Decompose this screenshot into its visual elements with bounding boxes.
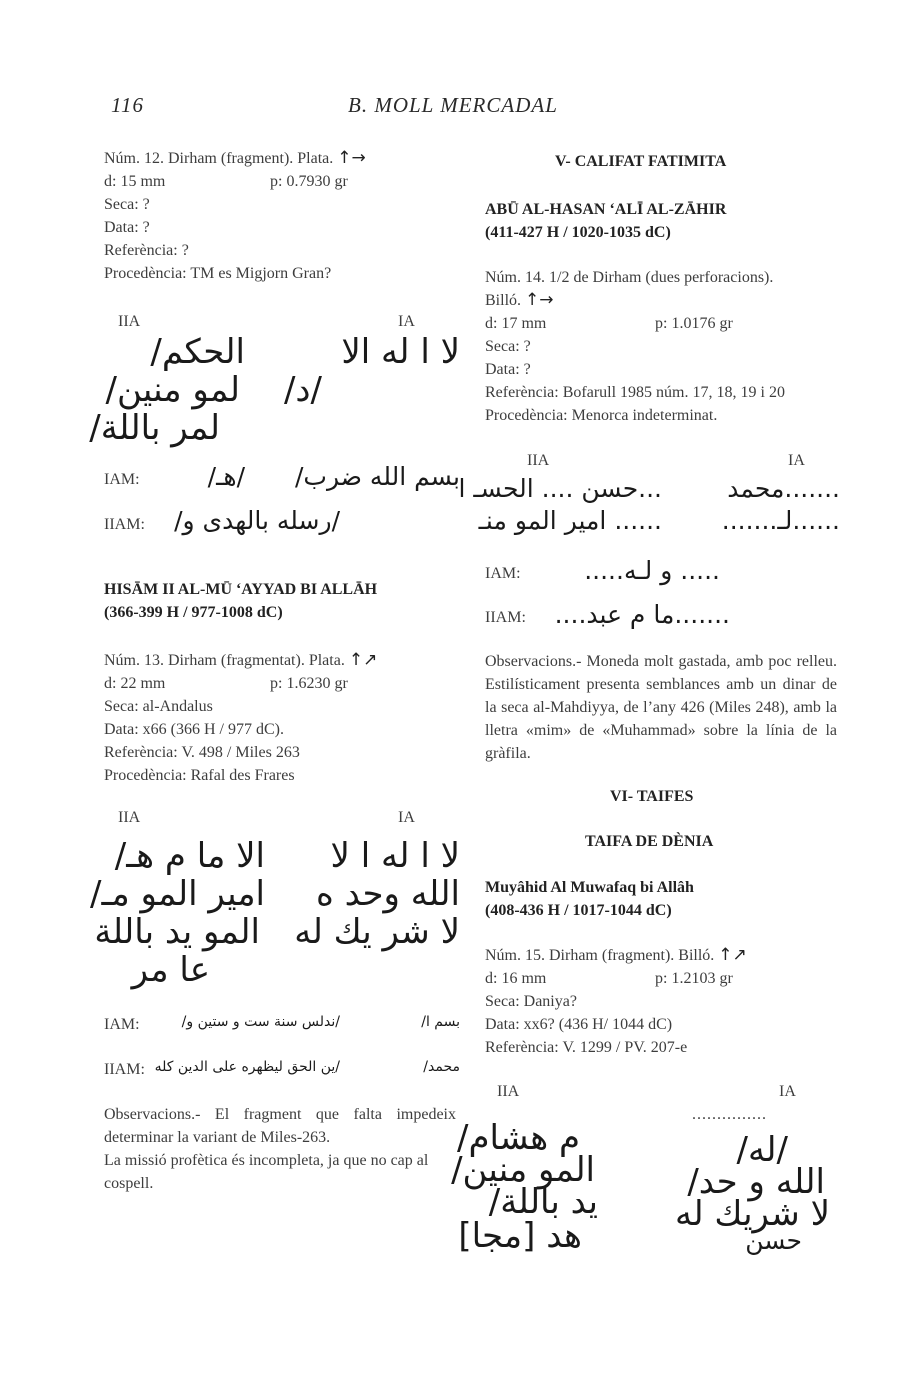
margin-reverse-label: IIAM: [485, 609, 526, 626]
arabic-legend-line: هد [مجا] [458, 1216, 582, 1256]
coin-15-weight: p: 1.2103 gr [655, 970, 733, 987]
reverse-field-label: IA [779, 1083, 796, 1100]
arabic-legend-line: ...... امير المو منـ [478, 506, 662, 535]
coin-12-number [104, 147, 366, 170]
section-heading-taifas: VI- TAIFES [610, 788, 694, 805]
arabic-legend-line: عا مر [131, 950, 210, 990]
coin-12-provenance: Procedència: TM es Migjorn Gran? [104, 265, 332, 282]
arabic-legend-line: الحكم/ [150, 332, 245, 372]
die-axis-arrow-icon: ↑→ [337, 148, 366, 168]
coin-12-mint: Seca: ? [104, 196, 150, 213]
section-heading-fatimid: V- CALIFAT FATIMITA [555, 153, 727, 170]
running-title: B. MOLL MERCADAL [348, 93, 558, 117]
ruler-dates: (411-427 H / 1020-1035 dC) [485, 224, 671, 241]
margin-obverse-label: IAM: [104, 1016, 140, 1033]
die-axis-arrow-icon: ↑→ [525, 290, 554, 310]
obverse-field-label: IIA [118, 809, 141, 826]
arabic-legend-line: .......محمد [727, 474, 840, 503]
coin-14-alloy-text: Billó. [485, 292, 522, 309]
die-axis-arrow-icon: ↑↗ [718, 945, 747, 965]
coin-12-description: Núm. 12. Dirham (fragment). Plata. [104, 150, 334, 167]
arabic-legend-line: ......لـ....... [721, 506, 840, 535]
arabic-legend-line: م هشام/ [457, 1118, 580, 1158]
coin-14-description: Núm. 14. 1/2 de Dirham (dues perforacions). [485, 269, 774, 286]
observations-paragraph: Observacions.- Moneda molt gastada, amb poc relleu. Estilísticament presenta semblances amb un dinar de la seca al-Mahdiyya, de l’any 426 (Miles 248), amb la lletra «mim» de «Muhammad» sobre la línia de la gràfila. [485, 653, 837, 762]
coin-15-number [485, 944, 747, 967]
arabic-legend-line: حسن [745, 1226, 802, 1255]
coin-14-date: Data: ? [485, 361, 531, 378]
margin-obverse-label: IAM: [104, 471, 140, 488]
arabic-legend-line: لا شر يك له [294, 912, 460, 952]
margin-obverse-label: IAM: [485, 565, 521, 582]
margin-reverse-label: IIAM: [104, 1061, 145, 1078]
obverse-field-label: IIA [527, 452, 550, 469]
arabic-margin-text: بسم ا/ [421, 1014, 460, 1030]
arabic-legend-line: لا ا له الا [341, 332, 460, 372]
illegible-dots: ............... [692, 1106, 767, 1123]
coin-15-diameter: d: 16 mm [485, 970, 547, 987]
ruler-name: ABŪ AL-HASAN ‘ALĪ AL-ZĀHIR [485, 201, 727, 218]
arabic-legend-line: لا شريك له [675, 1194, 830, 1234]
arabic-legend-line: لمو منين/ [105, 370, 240, 410]
arabic-margin-text: /هـ/ [207, 462, 245, 491]
obverse-field-label: IIA [497, 1083, 520, 1100]
coin-14-weight: p: 1.0176 gr [655, 315, 733, 332]
arabic-legend-line: ...حسن .... الحسـ ا [458, 474, 662, 503]
ruler-dates: (366-399 H / 977-1008 dC) [104, 604, 283, 621]
coin-12-diameter: d: 15 mm [104, 173, 166, 190]
margin-reverse-label: IIAM: [104, 516, 145, 533]
coin-12-weight: p: 0.7930 gr [270, 173, 348, 190]
arabic-margin-text: بسم الله ضرب/ [294, 462, 460, 491]
coin-13-description: Núm. 13. Dirham (fragmentat). Plata. [104, 652, 345, 669]
arabic-legend-line: لا ا له ا لا [330, 836, 460, 876]
coin-14-reference: Referència: Bofarull 1985 núm. 17, 18, 19 i 20 [485, 384, 785, 401]
arabic-legend-line: امير المو مـ/ [90, 874, 265, 914]
reverse-field-label: IA [788, 452, 805, 469]
coin-13-mint: Seca: al-Andalus [104, 698, 213, 715]
coin-14-mint: Seca: ? [485, 338, 531, 355]
reverse-field-label: IA [398, 313, 415, 330]
arabic-legend-line: المو يد باللة [94, 912, 260, 952]
die-axis-arrow-icon: ↑↗ [348, 650, 378, 670]
coin-13-reference: Referència: V. 498 / Miles 263 [104, 744, 300, 761]
coin-14-diameter: d: 17 mm [485, 315, 547, 332]
coin-13-number [104, 649, 377, 672]
obverse-field-label: IIA [118, 313, 141, 330]
ruler-name: Muyâhid Al Muwafaq bi Allâh [485, 879, 694, 896]
observations-paragraph: Observacions.- El fragment que falta impedeix determinar la variant de Miles-263. [104, 1106, 456, 1146]
coin-15-mint: Seca: Daniya? [485, 993, 577, 1010]
coin-15-date: Data: xx6? (436 H/ 1044 dC) [485, 1016, 673, 1033]
arabic-margin-text: ..... و لـه..... [584, 556, 720, 585]
taifa-heading: TAIFA DE DÈNIA [585, 833, 714, 850]
coin-14-alloy [485, 289, 554, 312]
arabic-legend-line: الله وحد ه [315, 874, 460, 914]
arabic-legend-line: /د/ [283, 370, 322, 410]
arabic-margin-text: .......ما م عبد.... [554, 600, 730, 629]
ruler-name: HISĀM II AL-MŪ ‘AYYAD BI ALLĀH [104, 581, 378, 598]
arabic-legend-line: /له/ [736, 1130, 788, 1170]
ruler-dates: (408-436 H / 1017-1044 dC) [485, 902, 672, 919]
coin-15-description: Núm. 15. Dirham (fragment). Billó. [485, 947, 715, 964]
coin-13-weight: p: 1.6230 gr [270, 675, 348, 692]
arabic-margin-text: /رسله بالهدى و/ [174, 506, 340, 535]
coin-12-reference: Referència: ? [104, 242, 189, 259]
coin-13-diameter: d: 22 mm [104, 675, 166, 692]
observations-paragraph: La missió profètica és incompleta, ja que no cap al cospell. [104, 1152, 429, 1192]
coin-15-reference: Referència: V. 1299 / PV. 207-e [485, 1039, 688, 1056]
coin-14-provenance: Procedència: Menorca indeterminat. [485, 407, 718, 424]
arabic-legend-line: يد باللة/ [488, 1182, 598, 1222]
reverse-field-label: IA [398, 809, 415, 826]
arabic-legend-line: المو منين/ [451, 1150, 595, 1190]
arabic-margin-text: /ين الحق ليظهره على الدين كله [154, 1059, 340, 1075]
arabic-legend-line: الا ما م هـ/ [114, 836, 265, 876]
coin-13-provenance: Procedència: Rafal des Frares [104, 767, 295, 784]
arabic-legend-line: الله و حد/ [687, 1162, 825, 1202]
coin-13-date: Data: x66 (366 H / 977 dC). [104, 721, 284, 738]
arabic-margin-text: /ندلس سنة ست و ستين و/ [181, 1014, 340, 1030]
arabic-margin-text: محمد/ [423, 1059, 460, 1075]
coin-12-date: Data: ? [104, 219, 150, 236]
page-number: 116 [111, 93, 144, 117]
arabic-legend-line: لمر باللة/ [89, 408, 220, 448]
